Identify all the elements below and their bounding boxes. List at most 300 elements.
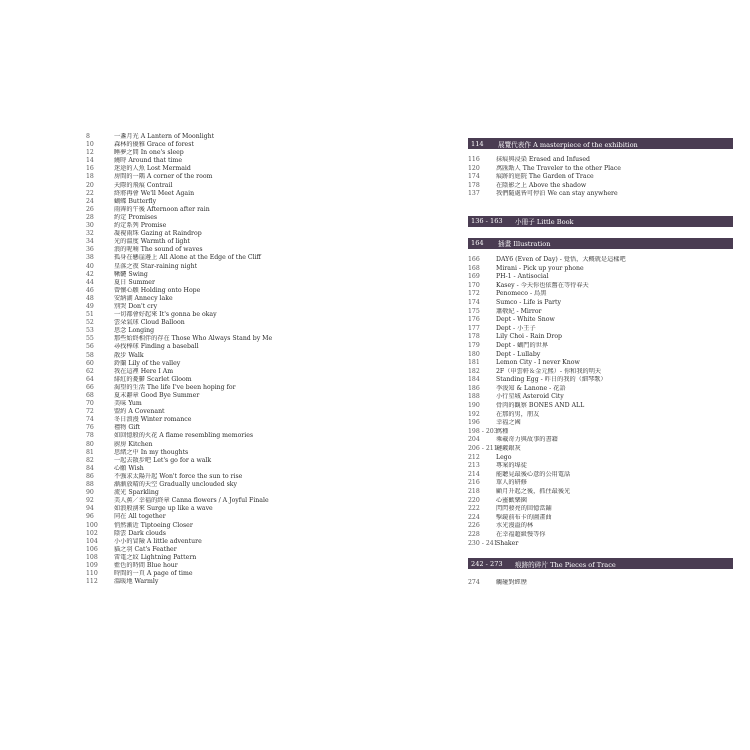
page-number: 48 (86, 294, 94, 302)
section-title: 痕跡的碎片 The Pieces of Trace (515, 560, 616, 569)
toc-entry (468, 282, 733, 291)
toc-entry (86, 441, 416, 449)
page-number: 82 (86, 456, 94, 464)
entry-title: 幸福之國 (496, 419, 521, 427)
entry-title: 禮物 Gift (114, 424, 141, 432)
toc-entry (86, 360, 416, 368)
toc-entry (468, 273, 733, 282)
entry-title: 鈴蘭 Lily of the valley (114, 359, 181, 367)
page-number: 110 (86, 570, 98, 578)
entry-title: 擊鏡前布卡的圖畫曲 (496, 513, 552, 521)
page-number: 36 (86, 246, 94, 254)
page-number: 190 (468, 402, 480, 410)
page-number: 184 (468, 376, 480, 384)
toc-entry (86, 230, 416, 238)
entry-title: 藍色的時間 Blue hour (114, 561, 178, 569)
page-number: 46 (86, 286, 94, 294)
entry-title: 蕭敬紀 - Mirror (496, 307, 542, 315)
entry-title: 星落之夜 Star-raining night (114, 262, 198, 270)
entry-title: 同在 All together (114, 513, 166, 521)
page-number: 30 (86, 222, 94, 230)
toc-entry (468, 351, 733, 360)
toc-entry (86, 384, 416, 392)
entry-title: 漸漸放晴的天空 Gradually unclouded sky (114, 481, 238, 489)
toc-entry (86, 182, 416, 190)
page-number: 81 (86, 448, 94, 456)
page-number: 106 (86, 545, 98, 553)
toc-entry (86, 246, 416, 254)
page-number: 56 (86, 343, 94, 351)
entry-title: Kasey - 今天你也依舊在等待春天 (496, 281, 589, 289)
entry-title: 心靈歡樂園 (496, 496, 527, 504)
entry-title: 雷電之紋 Lightning Pattern (114, 553, 197, 561)
section-band-masterpiece (468, 138, 733, 149)
page-number: 64 (86, 375, 94, 383)
section-page-number: 136 - 163 (471, 217, 503, 226)
entry-title: 凝視雨珠 Gazing at Raindrop (114, 230, 202, 238)
entry-title: DAY6 (Even of Day) - 覺悟，大概就是這樣吧 (496, 255, 626, 263)
entry-title: 單人的研修 (496, 479, 527, 487)
toc-entry (86, 173, 416, 181)
entry-title: 約定 Promises (114, 213, 158, 221)
page-number: 84 (86, 464, 94, 472)
entry-title: Lego (496, 453, 512, 461)
page-number: 176 (468, 316, 480, 324)
page-number: 116 (468, 156, 480, 163)
entry-title: 美人蕉／幸福的終章 Canna flowers / A Joyful Finale (114, 497, 269, 505)
page-number: 70 (86, 400, 94, 408)
entry-title: 抹痕與浸染 Erased and Infused (496, 156, 590, 163)
entry-title: 在陰影之上 Above the shadow (496, 181, 587, 189)
entry-title: 在幸福超級慢等你 (496, 530, 546, 538)
toc-entry (468, 316, 733, 325)
toc-entry (468, 299, 733, 308)
toc-entry (468, 165, 733, 174)
section-page-number: 164 (471, 239, 484, 248)
toc-entry (468, 190, 733, 199)
toc-entry (86, 376, 416, 384)
toc-entry (86, 287, 416, 295)
toc-entry (86, 222, 416, 230)
toc-entry (468, 462, 733, 471)
entry-title: 約定系列 Promise (114, 222, 167, 230)
page-number: 188 (468, 393, 480, 401)
page-number: 222 (468, 505, 480, 513)
entry-title: 鞦韆 Swing (114, 270, 148, 278)
entry-title: 悄然漸近 Tiptoeing Closer (114, 521, 193, 529)
page-number: 58 (86, 351, 94, 359)
page-number: 204 (468, 436, 480, 444)
entry-title: 2F（申雲軒＆金元熙）- 你和我的明天 (496, 367, 602, 375)
page-number: 196 (468, 419, 480, 427)
entry-title: 冬日浪漫 Winter romance (114, 416, 192, 424)
toc-entry (468, 385, 733, 394)
toc-entry (468, 531, 733, 540)
entry-title: 萬種 (496, 427, 509, 435)
toc-entry (468, 182, 733, 191)
toc-right-column (468, 138, 733, 598)
entry-title: Lily Choi - Rain Drop (496, 333, 563, 341)
page-number: 109 (86, 561, 98, 569)
entry-title: 在那的男，朋友 (496, 410, 540, 418)
entry-title: 孤身在懸崖邊上 All Alone at the Edge of the Cliff (114, 254, 261, 262)
toc-entry (468, 540, 733, 549)
toc-entry (86, 489, 416, 497)
page-number: 88 (86, 481, 94, 489)
entry-title: 緋紅的憂鬱 Scarlet Gloom (114, 375, 192, 383)
entry-title: Dept - Lullaby (496, 350, 541, 358)
toc-entry (86, 141, 416, 149)
page-number: 16 (86, 165, 94, 173)
entry-title: 安納湖 Annecy lake (114, 294, 173, 302)
entry-title: Dept - White Snow (496, 316, 555, 324)
page-number: 230 - 241 (468, 539, 498, 547)
toc-entry (86, 416, 416, 424)
entry-title: Sumco - Life is Party (496, 298, 561, 306)
entry-title: 貓之羽 Cat's Feather (114, 545, 177, 553)
page-number: 180 (468, 350, 480, 358)
entry-title: 如回憶般的火花 A flame resembling memories (114, 432, 254, 440)
toc-entry (468, 479, 733, 488)
toc-entry (468, 333, 733, 342)
toc-entry (468, 514, 733, 523)
toc-entry (86, 392, 416, 400)
toc-entry (468, 488, 733, 497)
page-number: 55 (86, 335, 94, 343)
page-number: 86 (86, 472, 94, 480)
toc-entry (86, 303, 416, 311)
entry-title: 水光漫溢的林 (496, 522, 534, 530)
toc-entry (86, 408, 416, 416)
entry-title: 鏈鍍銀灰 (496, 445, 521, 453)
page-number: 42 (86, 270, 94, 278)
page-number: 62 (86, 367, 94, 375)
page-number: 226 (468, 522, 480, 530)
entry-title: 專案的埠徒 (496, 462, 527, 470)
entry-title: 雨霽的午後 Afternoon after rain (114, 205, 210, 213)
entry-title: 乘載奇力與故事的書籍 (496, 436, 558, 444)
page-number: 20 (86, 181, 94, 189)
toc-entry (86, 505, 416, 513)
toc-entry (468, 419, 733, 428)
section-band-little-book (468, 216, 733, 227)
page-number: 178 (468, 181, 480, 189)
entry-title: 一起去散步吧 Let's go for a walk (114, 456, 212, 464)
toc-entry (468, 265, 733, 274)
entry-title: 浪的呢喃 The sound of waves (114, 246, 203, 254)
entry-title: 如浪般湧來 Surge up like a wave (114, 505, 213, 513)
toc-entry (86, 279, 416, 287)
section-title: 插畫 Illustration (498, 240, 551, 249)
toc-entry (86, 254, 416, 262)
page-number: 181 (468, 359, 480, 367)
entry-title: Standing Egg - 昨日的我的（細琴歌） (496, 376, 607, 384)
toc-entry (86, 165, 416, 173)
page-number: 60 (86, 359, 94, 367)
page-number: 49 (86, 302, 94, 310)
toc-entry (86, 522, 416, 530)
toc-entry (468, 308, 733, 317)
toc-entry (86, 295, 416, 303)
toc-entry (86, 157, 416, 165)
toc-entry (86, 513, 416, 521)
toc-entry (86, 570, 416, 578)
toc-entry (86, 449, 416, 457)
toc-entry (468, 393, 733, 402)
page-number: 177 (468, 324, 480, 332)
page-number: 76 (86, 424, 94, 432)
entry-title: 溫暖地 Warmly (114, 578, 159, 586)
toc-entry (86, 343, 416, 351)
entry-title: 渴望的生活 The life I've been hoping for (114, 383, 236, 391)
entry-title: 時間的一頁 A page of time (114, 570, 193, 578)
toc-entry (468, 428, 733, 437)
entry-title: 尋找棒球 Finding a baseball (114, 343, 199, 351)
page-number: 90 (86, 489, 94, 497)
entry-title: 不強求太陽升起 Won't force the sun to rise (114, 472, 243, 480)
toc-entry (468, 325, 733, 334)
entry-title: 一切都會好起來 It's gonna be okay (114, 311, 217, 319)
entry-title: 痕跡的庭院 The Garden of Trace (496, 173, 594, 181)
entry-title: 一盞月光 A Lantern of Moonlight (114, 133, 215, 140)
page-number: 274 (468, 579, 480, 587)
page-number: 218 (468, 488, 480, 495)
page-number: 51 (86, 311, 94, 319)
entry-title: 流光 Sparkling (114, 489, 159, 497)
page-number: 179 (468, 341, 480, 349)
page-number: 198 - 203 (468, 427, 498, 435)
entry-title: 陰雲 Dark clouds (114, 529, 166, 537)
page-number: 94 (86, 505, 94, 513)
page-number: 102 (86, 529, 98, 537)
toc-entry (468, 522, 733, 531)
entry-title: 森林的優雅 Grace of forest (114, 141, 194, 149)
toc-left-column (86, 133, 416, 586)
entry-title: 房間的一隅 A corner of the room (114, 173, 213, 181)
toc-entry (468, 368, 733, 377)
page-number: 66 (86, 383, 94, 391)
entry-title: 顧月升起之後，抓住最後光 (496, 488, 571, 495)
page-number: 24 (86, 197, 94, 205)
page-number: 80 (86, 440, 94, 448)
toc-entry (86, 149, 416, 157)
toc-entry (468, 173, 733, 182)
entry-title: 心願 Wish (114, 464, 144, 472)
entry-title: 廚房 Kitchen (114, 440, 153, 448)
entry-title: Mirani - Pick up your phone (496, 264, 584, 272)
toc-entry (86, 133, 416, 141)
entry-title: 那些始終相伴的存在 Those Who Always Stand by Me (114, 335, 273, 343)
page-number: 32 (86, 230, 94, 238)
toc-entry (468, 376, 733, 385)
page-number: 206 - 211 (468, 445, 498, 453)
entry-title: 睡夢之間 In one's sleep (114, 149, 184, 157)
page-number: 212 (468, 453, 480, 461)
entry-title: 小行星城 Asteroid City (496, 393, 564, 401)
toc-entry (468, 156, 733, 165)
entry-title: 迷途的人魚 Lost Mermaid (114, 165, 191, 173)
toc-entry (468, 402, 733, 411)
page-number: 186 (468, 384, 480, 392)
page-number: 92 (86, 497, 94, 505)
toc-entry (468, 471, 733, 480)
page-number: 168 (468, 264, 480, 272)
page-number: 213 (468, 462, 480, 470)
page-number: 220 (468, 496, 480, 504)
section-page-number: 242 - 273 (471, 559, 503, 568)
section-band-pieces (468, 558, 733, 569)
page-number: 18 (86, 173, 94, 181)
page-number: 14 (86, 157, 94, 165)
entry-title: 夏日 Summer (114, 278, 155, 286)
entry-title: 夏末辭章 Good Bye Summer (114, 392, 200, 399)
page-number: 178 (468, 333, 480, 341)
toc-entry (86, 578, 416, 586)
entry-title: 繞時 Around that time (114, 157, 182, 165)
toc-entry (86, 424, 416, 432)
section-band-illustration (468, 238, 733, 249)
page-number: 108 (86, 553, 98, 561)
entry-title: 蝴蝶 Butterfly (114, 197, 157, 205)
page-number: 169 (468, 273, 480, 281)
toc-entry (86, 319, 416, 327)
toc-entry (86, 214, 416, 222)
page-number: 166 (468, 255, 480, 263)
entry-title: 美味 Yum (114, 400, 142, 408)
toc-entry (468, 436, 733, 445)
toc-entry (468, 411, 733, 420)
entry-title: 曾懷心願 Holding onto Hope (114, 286, 201, 294)
entry-title: 骨肉的觀察 BONES AND ALL (496, 402, 585, 410)
section-title: 展覽代表作 A masterpiece of the exhibition (498, 140, 638, 149)
entry-title: Dept - 蝴門的世界 (496, 341, 549, 349)
entry-title: 別哭 Don't cry (114, 302, 158, 310)
toc-entry (86, 198, 416, 206)
toc-entry (86, 465, 416, 473)
page-number: 228 (468, 530, 480, 538)
toc-entry (86, 530, 416, 538)
entry-title: 閃閃發亮的回憶當鋪 (496, 505, 552, 513)
entry-title: Penomeco - 烏黑 (496, 290, 547, 298)
toc-entry (86, 368, 416, 376)
page-number: 26 (86, 205, 94, 213)
toc-entry (86, 546, 416, 554)
entry-title: 思緒之中 In my thoughts (114, 448, 189, 456)
entry-title: Lemon City - I never Know (496, 359, 580, 367)
entry-title: 李浚知 & Lanone - 花語 (496, 384, 566, 392)
page-number: 12 (86, 149, 94, 157)
entry-title: 終將再會 We'll Meet Again (114, 189, 195, 197)
entry-title: Dept - 小王子 (496, 324, 536, 332)
page-number: 137 (468, 190, 480, 198)
toc-entry (86, 473, 416, 481)
page-number: 100 (86, 521, 98, 529)
page-number: 96 (86, 513, 94, 521)
page-number: 38 (86, 254, 94, 262)
page-number: 52 (86, 319, 94, 327)
entry-title: 我在這裡 Here I Am (114, 367, 174, 375)
toc-entry (86, 497, 416, 505)
page-number: 182 (468, 367, 480, 375)
page-number: 192 (468, 410, 480, 418)
page-number: 104 (86, 537, 98, 545)
toc-entry (86, 263, 416, 271)
toc-entry (468, 505, 733, 514)
page-number: 172 (468, 290, 480, 298)
toc-entry (86, 538, 416, 546)
toc-entry (468, 359, 733, 368)
page-number: 112 (86, 578, 98, 586)
page-number: 74 (86, 416, 94, 424)
entry-title: 光的溫度 Warmth of light (114, 238, 190, 246)
toc-entry (468, 342, 733, 351)
page-number: 214 (468, 470, 480, 478)
page-number: 170 (468, 281, 480, 289)
toc-entry (86, 335, 416, 343)
page-number: 34 (86, 238, 94, 246)
toc-entry (468, 256, 733, 265)
entry-title: 我們隨處皆可停泊 We can stay anywhere (496, 190, 618, 198)
section-title: 小冊子 Little Book (515, 218, 574, 227)
page-number: 216 (468, 479, 480, 487)
pieces-list (468, 579, 733, 588)
masterpiece-list (468, 156, 733, 199)
page-number: 78 (86, 432, 94, 440)
toc-entry (468, 497, 733, 506)
entry-title: Shaker (496, 539, 519, 547)
page-number: 28 (86, 213, 94, 221)
page-number: 22 (86, 189, 94, 197)
entry-title: 散步 Walk (114, 351, 144, 359)
toc-entry (86, 311, 416, 319)
toc-entry (86, 327, 416, 335)
entry-title: 天際的飛痕 Contrail (114, 181, 173, 189)
toc-entry (86, 206, 416, 214)
toc-entry (468, 454, 733, 463)
entry-title: 觸碰對經歷 (496, 579, 527, 587)
toc-entry (86, 352, 416, 360)
toc-entry (86, 238, 416, 246)
toc-entry (86, 562, 416, 570)
toc-entry (86, 400, 416, 408)
toc-entry (86, 481, 416, 489)
page-number: 174 (468, 298, 480, 306)
entry-title: 思念 Longing (114, 327, 155, 335)
section-page-number: 114 (471, 139, 484, 148)
page-number: 8 (86, 133, 90, 140)
page-number: 175 (468, 307, 480, 315)
entry-title: PH-1 - Antisocial (496, 273, 549, 281)
toc-entry (86, 457, 416, 465)
page-number: 44 (86, 278, 94, 286)
entry-title: 雲朵氣球 Cloud Balloon (114, 319, 185, 327)
entry-title: 能聽見最後心意的公用電話 (496, 470, 571, 478)
toc-entry (468, 445, 733, 454)
entry-title: 小小的冒險 A little adventure (114, 537, 202, 545)
toc-entry (468, 579, 733, 588)
toc-entry (86, 432, 416, 440)
page-number: 120 (468, 164, 480, 172)
entry-title: 盟約 A Covenant (114, 408, 165, 416)
toc-entry (468, 290, 733, 299)
illustration-list (468, 256, 733, 548)
page-number: 174 (468, 173, 480, 181)
toc-entry (86, 190, 416, 198)
page-number: 68 (86, 392, 94, 399)
page-number: 10 (86, 141, 94, 149)
entry-title: 萬匯點人 The Traveler to the other Place (496, 164, 621, 172)
page-number: 72 (86, 408, 94, 416)
